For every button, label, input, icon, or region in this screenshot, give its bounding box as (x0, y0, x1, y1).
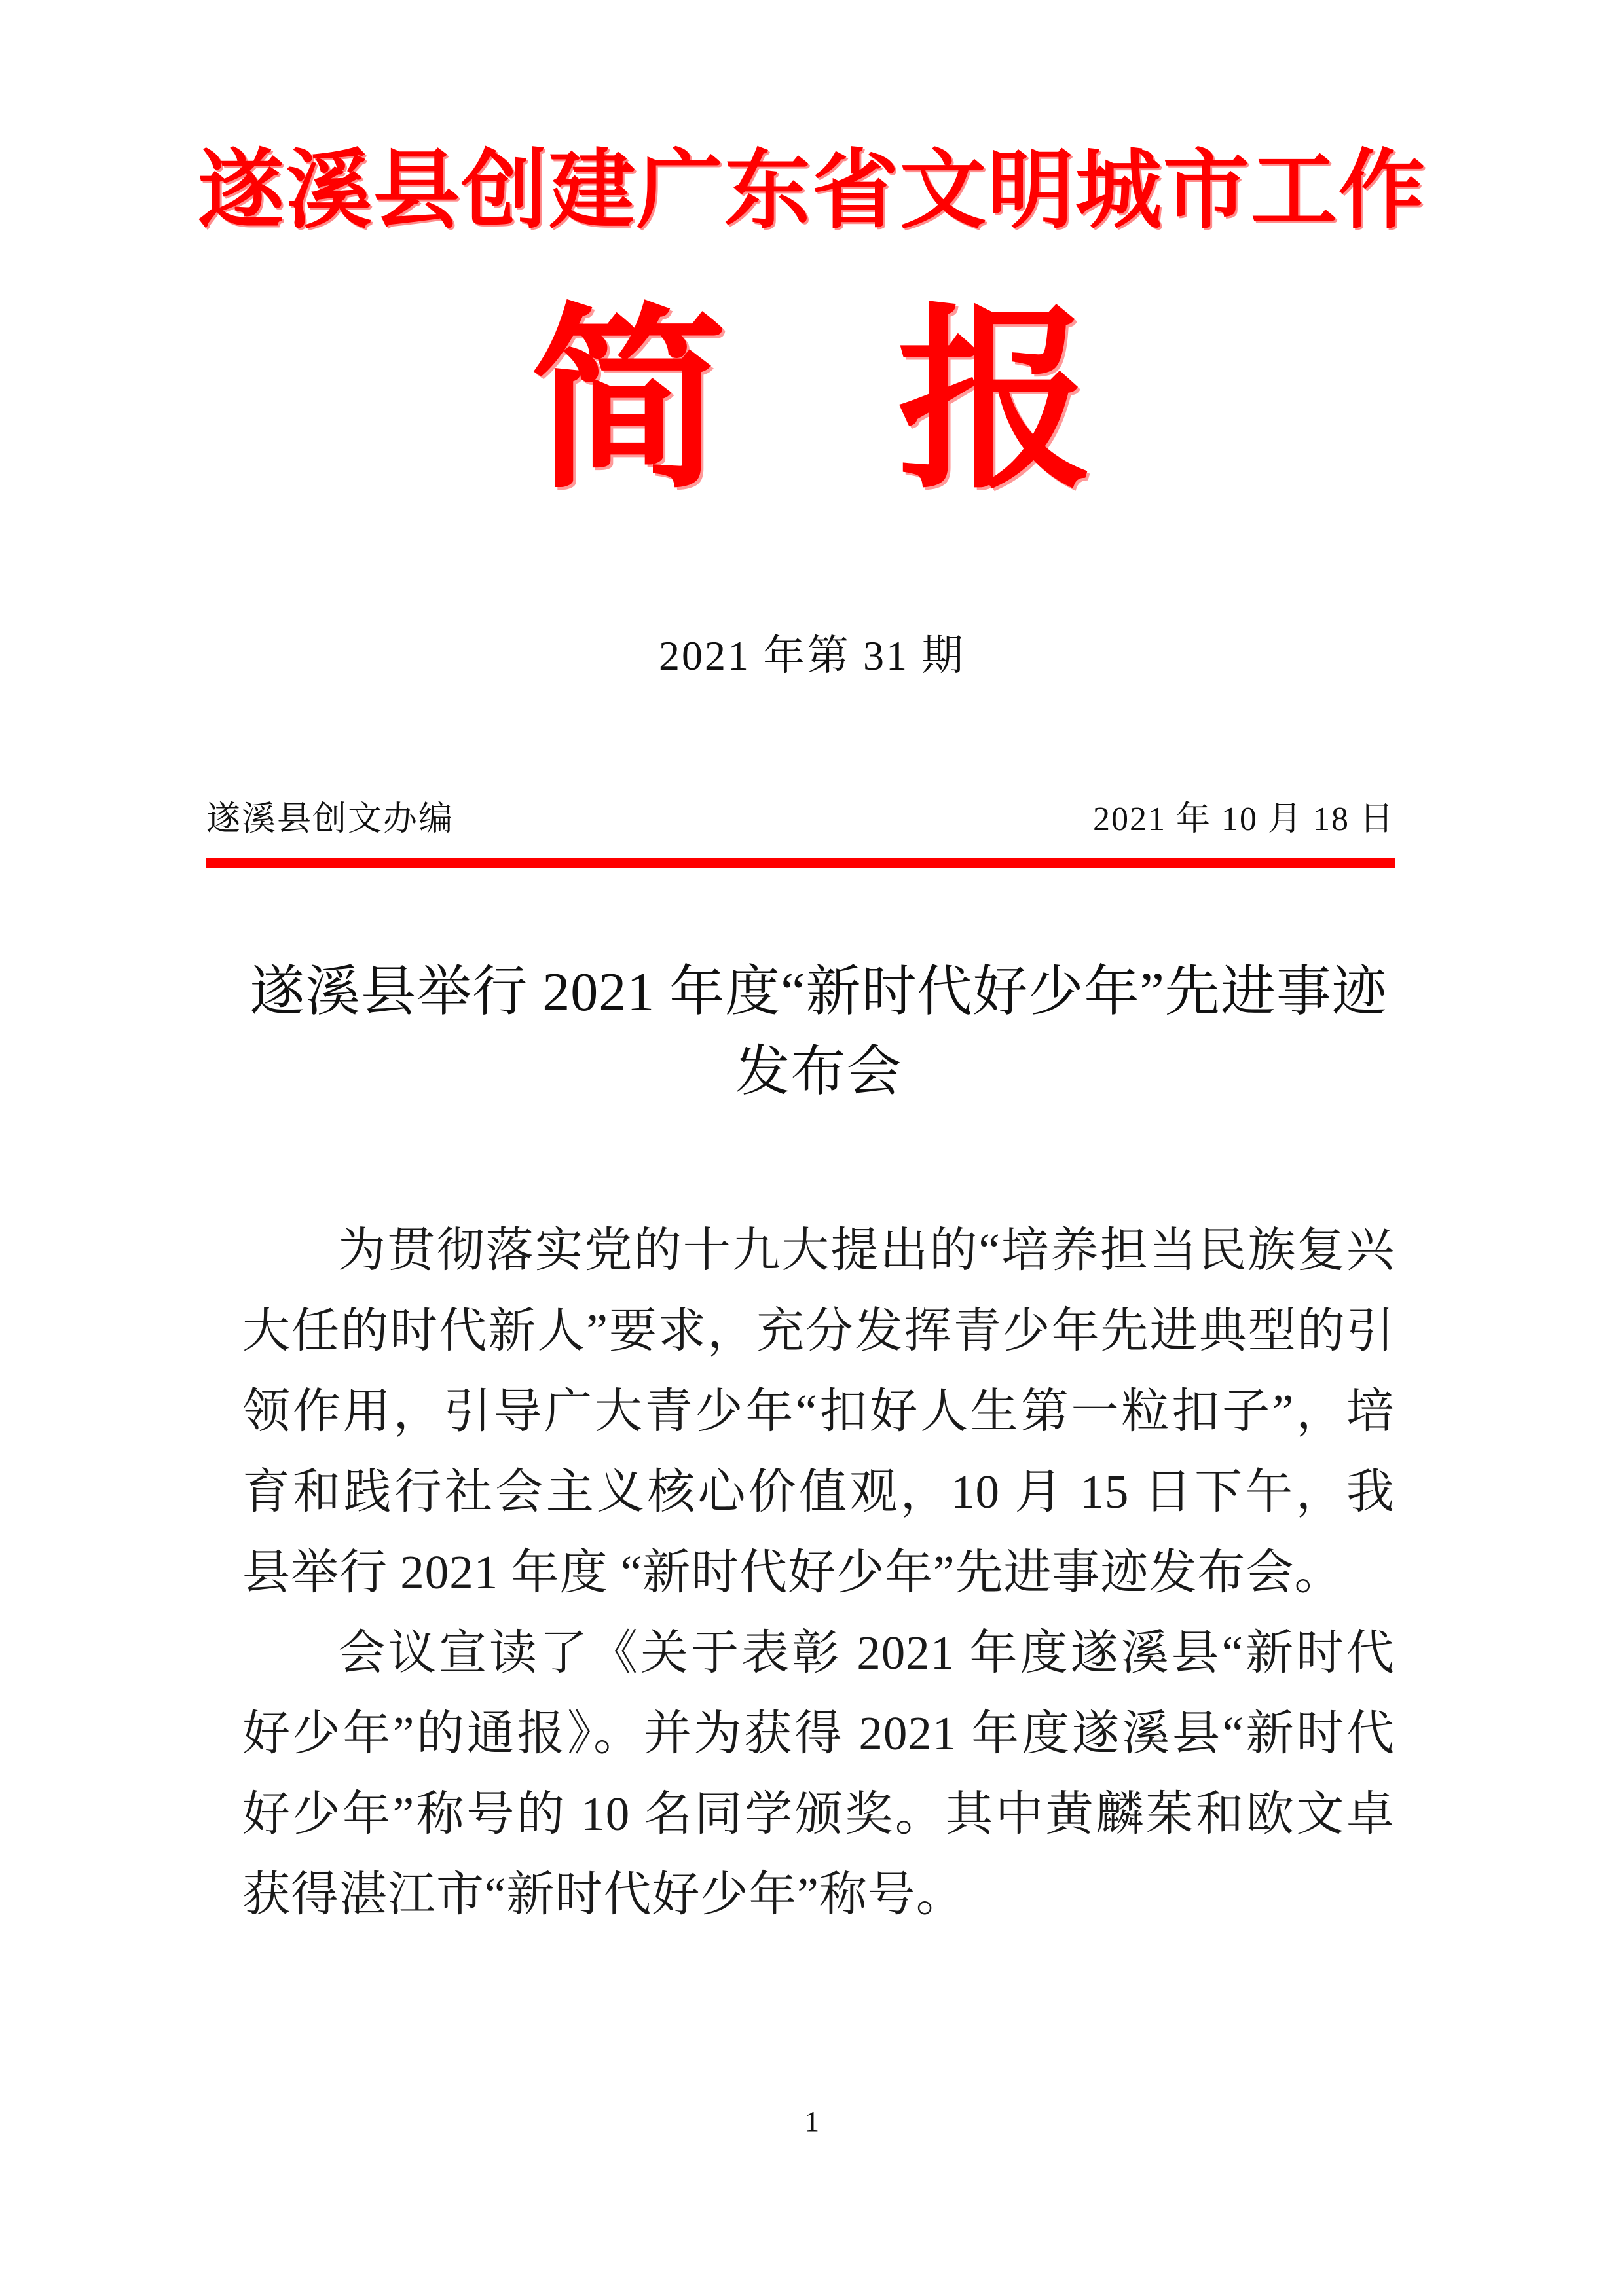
publication-name-char-bao: 报 (897, 291, 1094, 511)
imprint-row (206, 791, 1395, 840)
masthead-red-divider (206, 858, 1395, 868)
masthead-organization-title: 遂溪县创建广东省文明城市工作 (198, 142, 1426, 238)
imprint-editor: 遂溪县创文办编 (206, 801, 454, 838)
issue-number: 2021 年第 31 期 (659, 632, 965, 679)
article-title: 遂溪县举行 2021 年度“新时代好少年”先进事迹发布会 (249, 962, 1388, 1102)
article-paragraph: 为贯彻落实党的十九大提出的“培养担当民族复兴大任的时代新人”要求，充分发挥青少年先进典型的引领作用，引导广大青少年“扣好人生第一粒扣子”，培育和践行社会主义核心价值观，10 月 15 日下午，我县举行 2021 年度 “新时代好少年”先进事迹发布会。 (242, 1224, 1395, 1599)
imprint-date: 2021 年 10 月 18 日 (1092, 801, 1395, 838)
article-body (242, 1210, 1395, 1935)
publication-name-char-jian: 简 (530, 291, 727, 511)
article-paragraph: 会议宣读了《关于表彰 2021 年度遂溪县“新时代好少年”的通报》。并为获得 2021 年度遂溪县“新时代好少年”称号的 10 名同学颁奖。其中黄麟茱和欧文卓获得湛江市“新时代好少年”称号。 (242, 1626, 1395, 1921)
page-number: 1 (805, 2105, 819, 2138)
masthead-publication-name (0, 291, 1624, 511)
